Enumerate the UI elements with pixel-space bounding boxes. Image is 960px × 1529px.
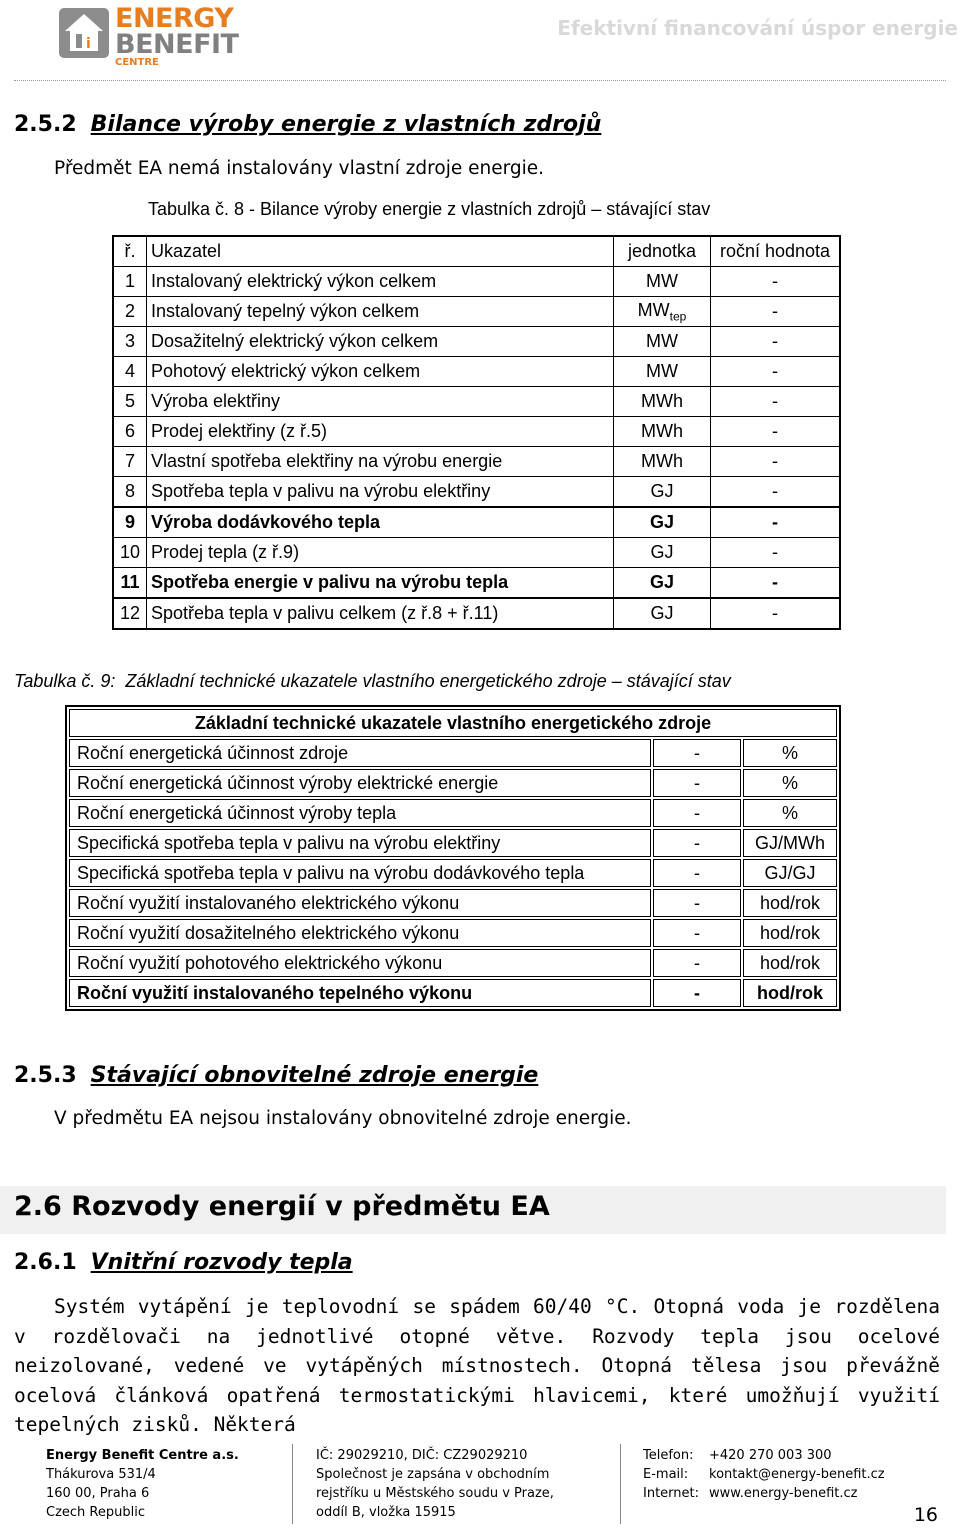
header-cell: Základní technické ukazatele vlastního energetického zdroje xyxy=(69,709,837,737)
section-252-heading: 2.5.2 Bilance výroby energie z vlastních zdrojů xyxy=(14,112,602,137)
header-cell: Ukazatel xyxy=(147,236,614,267)
table-cell: GJ xyxy=(614,568,711,599)
table-cell: hod/rok xyxy=(743,919,837,947)
footer-separator xyxy=(620,1444,621,1524)
house-logo-icon xyxy=(57,6,111,60)
table-cell: 12 xyxy=(113,598,147,629)
logo-wordmark: ENERGY BENEFIT xyxy=(115,3,239,60)
email-link[interactable]: kontakt@energy-benefit.cz xyxy=(709,1467,885,1482)
table-row xyxy=(69,769,837,797)
table-cell: - xyxy=(653,889,741,917)
table-cell: % xyxy=(743,739,837,767)
table-cell: Prodej tepla (z ř.9) xyxy=(147,538,614,568)
section-261-heading: 2.6.1 Vnitřní rozvody tepla xyxy=(14,1250,353,1275)
table-cell: Instalovaný elektrický výkon celkem xyxy=(147,267,614,297)
web-link[interactable]: www.energy-benefit.cz xyxy=(709,1486,858,1501)
header-cell: jednotka xyxy=(614,236,711,267)
table9-caption: Tabulka č. 9: Základní technické ukazatele vlastního energetického zdroje – stávající stav xyxy=(14,671,731,691)
table-cell: 7 xyxy=(113,447,147,477)
table-cell: $MW_{tep}$ xyxy=(614,297,711,327)
table-row xyxy=(69,799,837,827)
table-cell: Specifická spotřeba tepla v palivu na výrobu dodávkového tepla xyxy=(69,859,651,887)
table-cell: hod/rok xyxy=(743,949,837,977)
table-row xyxy=(69,739,837,767)
table-row xyxy=(113,327,840,357)
table-row xyxy=(69,829,837,857)
table-cell: - xyxy=(711,477,841,508)
table-cell: - xyxy=(711,568,841,599)
footer-contacts xyxy=(643,1446,885,1503)
footer-reg-line: rejstříku u Městského soudu v Praze, xyxy=(316,1486,554,1501)
section-252-text: Předmět EA nemá instalovány vlastní zdroje energie. xyxy=(54,158,545,179)
table-cell: 6 xyxy=(113,417,147,447)
table-cell: MW xyxy=(614,327,711,357)
table-row xyxy=(69,889,837,917)
email-label: E-mail: xyxy=(643,1467,689,1482)
table-cell: Spotřeba energie v palivu na výrobu tepla xyxy=(147,568,614,599)
table-row xyxy=(113,417,840,447)
table-row xyxy=(113,447,840,477)
table-cell: Výroba elektřiny xyxy=(147,387,614,417)
table-cell: - xyxy=(653,799,741,827)
table-cell: - xyxy=(711,267,841,297)
table-cell: 2 xyxy=(113,297,147,327)
footer-company xyxy=(46,1446,239,1522)
table-cell: Roční využití instalovaného tepelného výkonu xyxy=(69,979,651,1007)
section-253-heading: 2.5.3 Stávající obnovitelné zdroje energie xyxy=(14,1063,539,1088)
table-cell: - xyxy=(653,919,741,947)
table-row xyxy=(113,387,840,417)
table-cell: % xyxy=(743,769,837,797)
table-9 xyxy=(65,705,841,1011)
footer-registration xyxy=(316,1446,554,1522)
table-row xyxy=(113,598,840,629)
table8-caption: Tabulka č. 8 - Bilance výroby energie z vlastních zdrojů – stávající stav xyxy=(148,199,711,219)
phone-value: +420 270 003 300 xyxy=(709,1448,832,1463)
table-cell: - xyxy=(711,417,841,447)
table-cell: GJ xyxy=(614,598,711,629)
table-cell: Roční využití dosažitelného elektrického výkonu xyxy=(69,919,651,947)
table-row xyxy=(113,507,840,538)
footer-reg-line: oddíl B, vložka 15915 xyxy=(316,1505,456,1520)
table-cell: Roční energetická účinnost výroby elektrické energie xyxy=(69,769,651,797)
table-cell: GJ xyxy=(614,507,711,538)
table-cell: - xyxy=(653,829,741,857)
table-cell: Dosažitelný elektrický výkon celkem xyxy=(147,327,614,357)
table-cell: Roční využití pohotového elektrického výkonu xyxy=(69,949,651,977)
table-cell: Pohotový elektrický výkon celkem xyxy=(147,357,614,387)
table-cell: 9 xyxy=(113,507,147,538)
table-cell: GJ/MWh xyxy=(743,829,837,857)
table-cell: - xyxy=(711,357,841,387)
header-divider xyxy=(14,80,946,81)
footer-street: Thákurova 531/4 xyxy=(46,1467,156,1482)
table-cell: Roční energetická účinnost zdroje xyxy=(69,739,651,767)
table-row xyxy=(113,568,840,599)
table-cell: % xyxy=(743,799,837,827)
footer-separator xyxy=(292,1444,293,1524)
footer-country: Czech Republic xyxy=(46,1505,145,1520)
table-cell: - xyxy=(711,297,841,327)
logo-centre-label: CENTRE xyxy=(115,57,159,68)
table-cell: Prodej elektřiny (z ř.5) xyxy=(147,417,614,447)
table-cell: MWh xyxy=(614,387,711,417)
table-cell: Specifická spotřeba tepla v palivu na výrobu elektřiny xyxy=(69,829,651,857)
table-cell: - xyxy=(711,507,841,538)
web-label: Internet: xyxy=(643,1486,699,1501)
table-cell: Výroba dodávkového tepla xyxy=(147,507,614,538)
table-cell: Instalovaný tepelný výkon celkem xyxy=(147,297,614,327)
table-row xyxy=(113,477,840,508)
table-cell: 8 xyxy=(113,477,147,508)
table-cell: Spotřeba tepla v palivu celkem (z ř.8 + ř.11) xyxy=(147,598,614,629)
table-cell: - xyxy=(653,769,741,797)
table-cell: 4 xyxy=(113,357,147,387)
table-cell: MW xyxy=(614,357,711,387)
svg-text:i: i xyxy=(86,36,91,52)
table-cell: MW xyxy=(614,267,711,297)
table-cell: 3 xyxy=(113,327,147,357)
table-row xyxy=(113,357,840,387)
table-row xyxy=(69,919,837,947)
footer-city: 160 00, Praha 6 xyxy=(46,1486,150,1501)
table-cell: - xyxy=(711,447,841,477)
table-cell: GJ/GJ xyxy=(743,859,837,887)
table-cell: - xyxy=(711,387,841,417)
company-logo xyxy=(57,3,257,68)
section-26-heading: 2.6 Rozvody energií v předmětu EA xyxy=(14,1191,550,1222)
table-cell: 1 xyxy=(113,267,147,297)
table-cell: - xyxy=(711,327,841,357)
footer-reg-line: Společnost je zapsána v obchodním xyxy=(316,1467,550,1482)
table-row xyxy=(69,949,837,977)
table-cell: Roční využití instalovaného elektrického výkonu xyxy=(69,889,651,917)
footer-company-name: Energy Benefit Centre a.s. xyxy=(46,1448,239,1463)
table-cell: hod/rok xyxy=(743,889,837,917)
table-cell: - xyxy=(653,739,741,767)
table-cell: 10 xyxy=(113,538,147,568)
table-cell: GJ xyxy=(614,538,711,568)
footer-ids: IČ: 29029210, DIČ: CZ29029210 xyxy=(316,1448,528,1463)
table-cell: - xyxy=(653,859,741,887)
header-cell: ř. xyxy=(113,236,147,267)
table-cell: 5 xyxy=(113,387,147,417)
table-cell: Spotřeba tepla v palivu na výrobu elektřiny xyxy=(147,477,614,508)
table-cell: GJ xyxy=(614,477,711,508)
phone-label: Telefon: xyxy=(643,1448,694,1463)
table-cell: - xyxy=(711,598,841,629)
table-row xyxy=(113,267,840,297)
header-cell: roční hodnota xyxy=(711,236,841,267)
table-cell: MWh xyxy=(614,447,711,477)
header-title: Efektivní financování úspor energie xyxy=(557,16,958,40)
table-cell: Roční energetická účinnost výroby tepla xyxy=(69,799,651,827)
table-cell: MWh xyxy=(614,417,711,447)
table-row xyxy=(113,297,840,327)
table-cell: 11 xyxy=(113,568,147,599)
table-row xyxy=(69,859,837,887)
table-header-row xyxy=(113,236,840,267)
section-253-text: V předmětu EA nejsou instalovány obnovitelné zdroje energie. xyxy=(54,1108,632,1129)
section-261-text: Systém vytápění je teplovodní se spádem 60/40 °C. Otopná voda je rozdělena v rozdělovači na jednotlivé otopné větve. Rozvody tepla jsou ocelové neizolované, vedené ve vytápěných místnostech. Otopná tělesa jsou převážně ocelová článková opatřená termostatickými hlavicemi, které umožňují využití tepelných zisků. Některá xyxy=(14,1295,940,1436)
table-row xyxy=(69,979,837,1007)
page-number: 16 xyxy=(913,1504,938,1526)
table-cell: - xyxy=(653,979,741,1007)
table-cell: Vlastní spotřeba elektřiny na výrobu energie xyxy=(147,447,614,477)
table-cell: - xyxy=(711,538,841,568)
table-cell: - xyxy=(653,949,741,977)
table-header-row xyxy=(69,709,837,737)
table-8 xyxy=(112,235,841,630)
table-row xyxy=(113,538,840,568)
table-cell: hod/rok xyxy=(743,979,837,1007)
